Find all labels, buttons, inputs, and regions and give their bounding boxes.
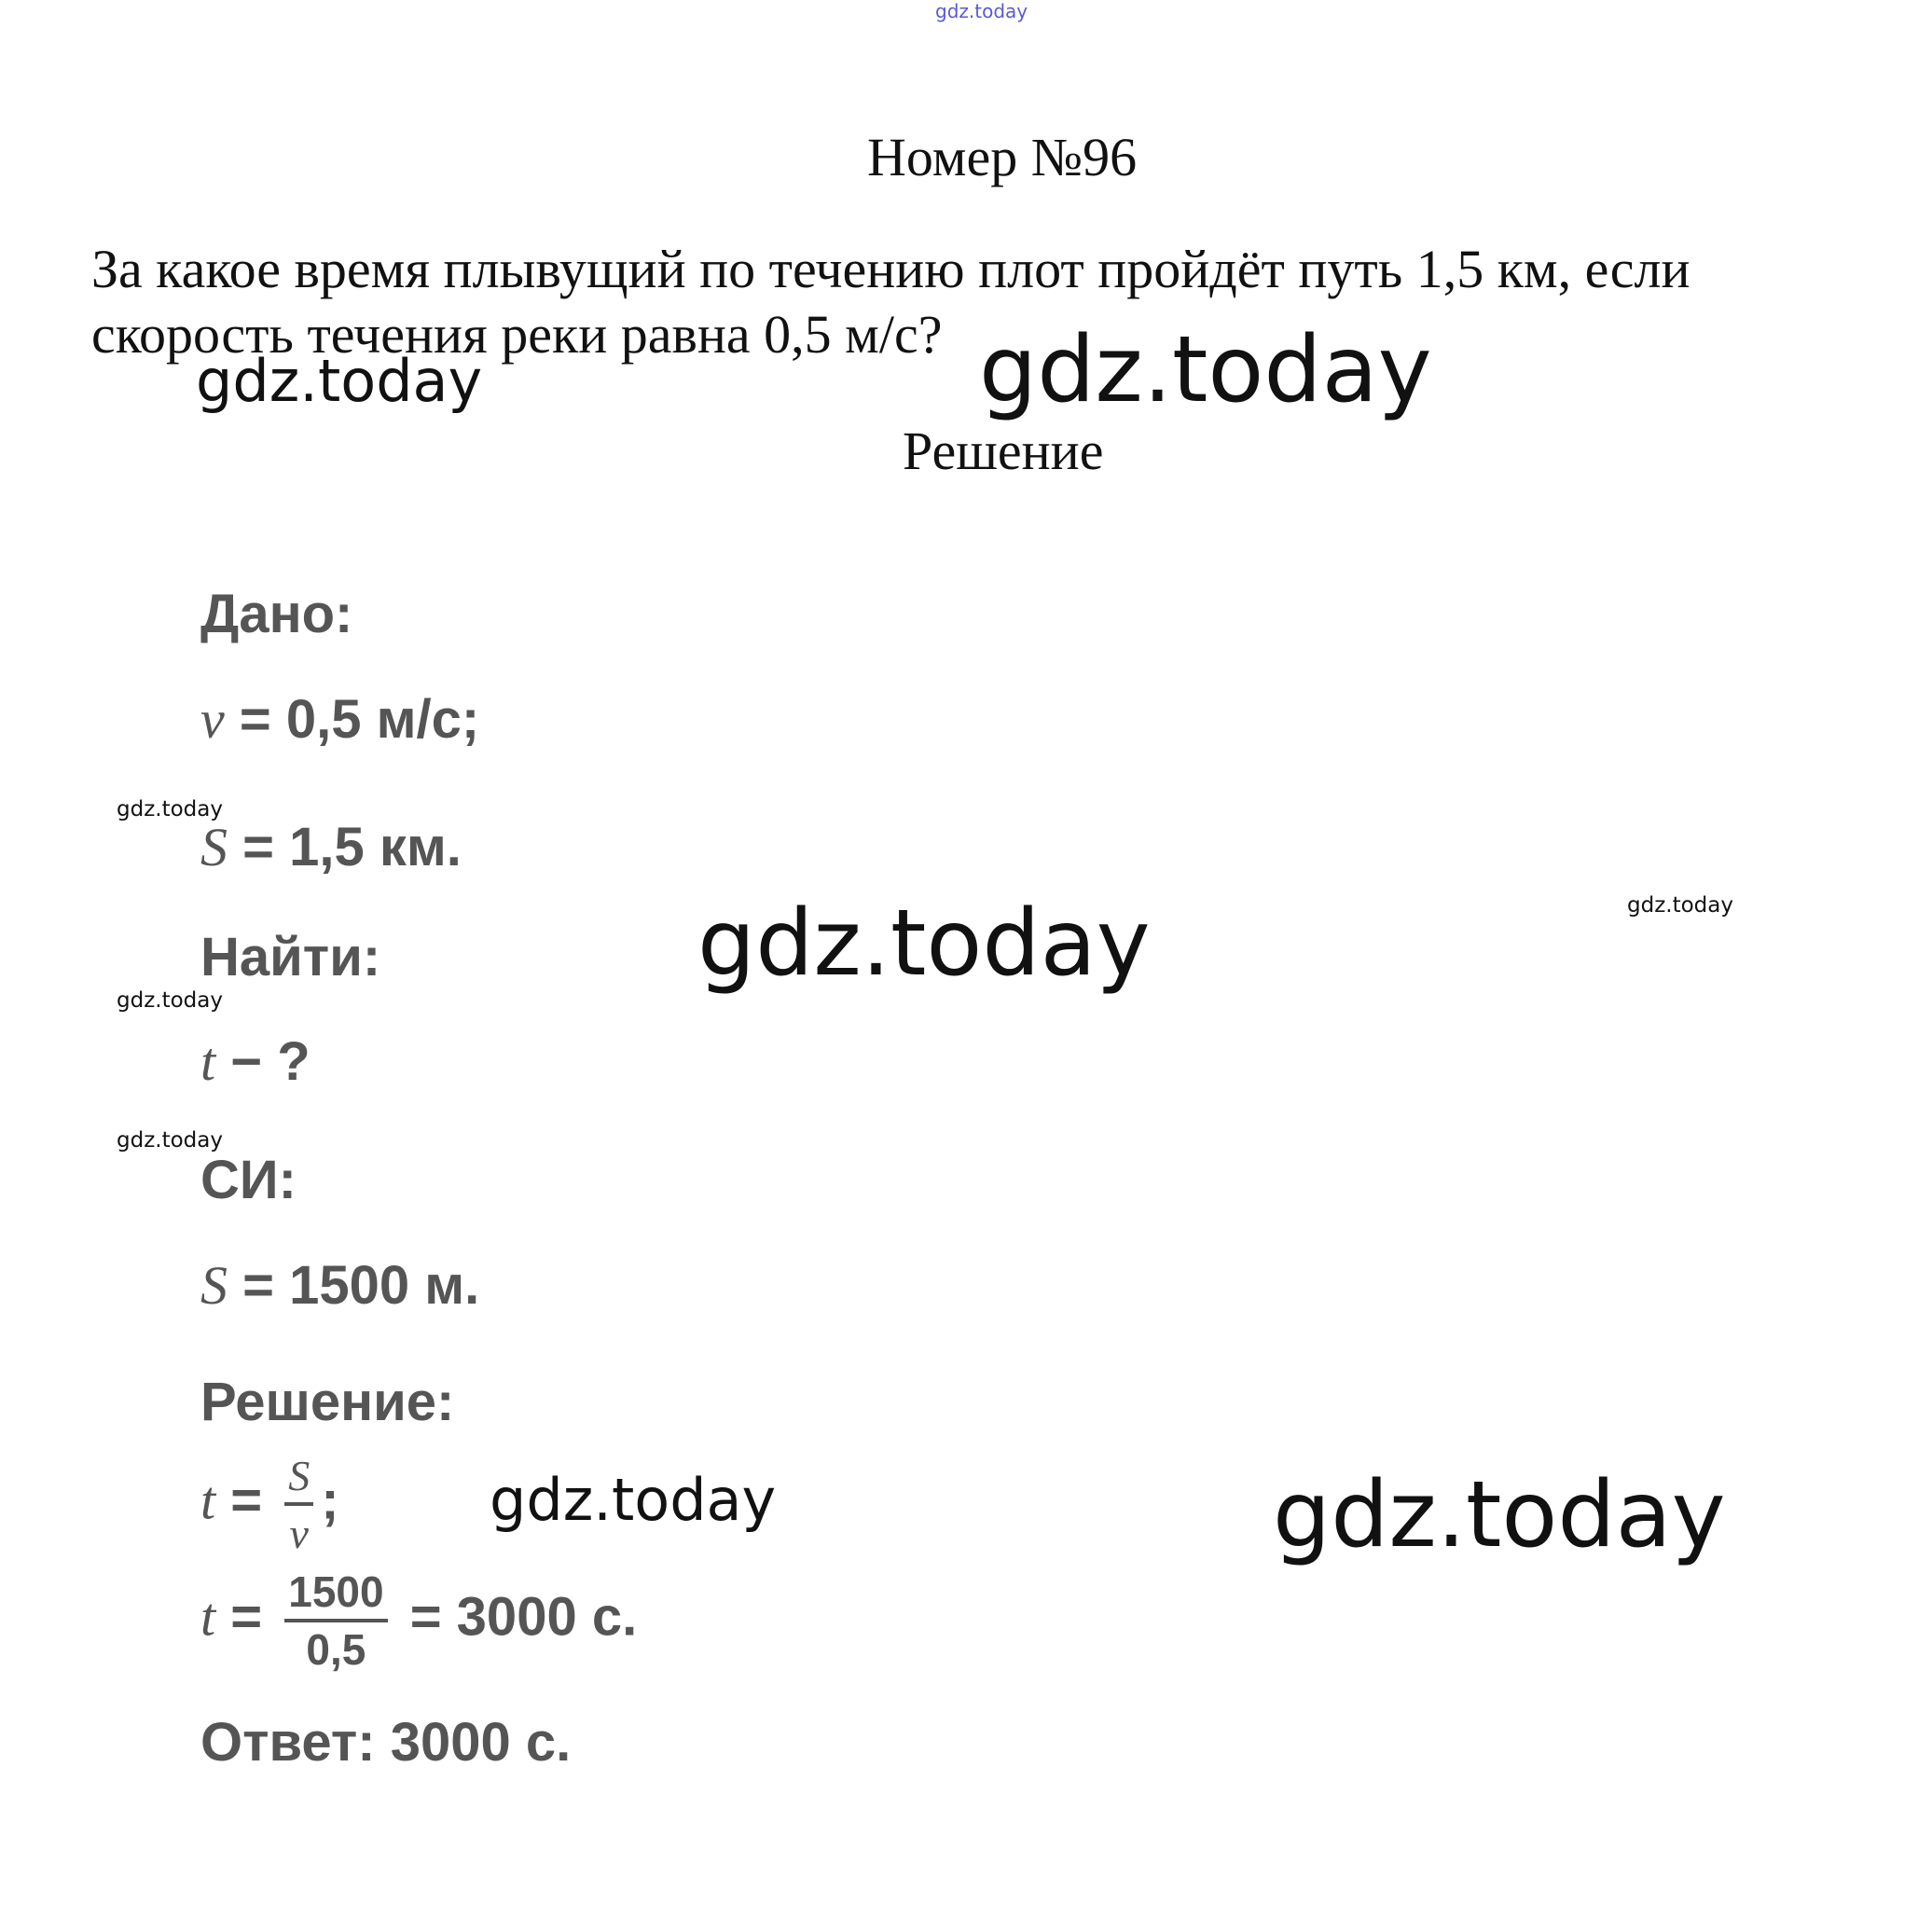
formula-1-var: t xyxy=(200,1470,216,1531)
si-label: СИ: xyxy=(200,1150,297,1210)
watermark-7: gdz.today xyxy=(117,1128,223,1153)
formula-1-numerator: S xyxy=(288,1452,310,1499)
watermark-1: gdz.today xyxy=(196,347,483,415)
formula-1-end: ; xyxy=(321,1470,339,1531)
watermark-3: gdz.today xyxy=(117,797,223,821)
formula-2-denominator: 0,5 xyxy=(306,1625,366,1674)
given-velocity xyxy=(200,688,479,751)
answer: Ответ: 3000 с. xyxy=(200,1712,572,1773)
formula-1 xyxy=(200,1450,339,1558)
time-symbol: t xyxy=(200,1031,216,1092)
watermark-6: gdz.today xyxy=(117,988,223,1013)
si-distance-symbol: S xyxy=(200,1255,228,1316)
formula-2-var: t xyxy=(200,1586,216,1648)
problem-line-1: За какое время плывущий по течению плот пройдёт путь 1,5 км, если xyxy=(91,239,1690,299)
solution-label: Решение: xyxy=(200,1372,455,1432)
formula-2-result: = 3000 с. xyxy=(394,1586,638,1648)
formula-2-numerator: 1500 xyxy=(284,1567,387,1622)
si-distance-value: = 1500 м. xyxy=(228,1255,480,1316)
velocity-symbol: v xyxy=(200,689,225,750)
formula-1-denominator: v xyxy=(289,1510,309,1557)
problem-line-2: скорость течения реки равна 0,5 м/с? xyxy=(91,304,943,365)
formula-2-eq: = xyxy=(215,1586,278,1648)
top-watermark: gdz.today xyxy=(935,0,1028,22)
si-distance xyxy=(200,1254,479,1317)
watermark-4: gdz.today xyxy=(697,890,1151,997)
find-label: Найти: xyxy=(200,927,381,987)
watermark-8: gdz.today xyxy=(490,1466,777,1534)
distance-value: = 1,5 км. xyxy=(228,817,462,877)
find-time-value: − ? xyxy=(215,1031,310,1092)
distance-symbol: S xyxy=(200,817,228,877)
watermark-5: gdz.today xyxy=(1627,893,1733,918)
watermark-2: gdz.today xyxy=(979,317,1432,423)
given-label: Дано: xyxy=(200,584,353,644)
formula-1-fraction xyxy=(284,1450,313,1558)
page-title: Номер №96 xyxy=(867,127,1138,187)
velocity-value: = 0,5 м/с; xyxy=(224,689,480,750)
formula-1-eq: = xyxy=(215,1470,278,1531)
given-distance xyxy=(200,816,462,878)
solution-heading: Решение xyxy=(903,421,1104,481)
formula-2 xyxy=(200,1567,637,1675)
formula-2-fraction xyxy=(284,1567,387,1675)
find-time xyxy=(200,1030,310,1093)
watermark-9: gdz.today xyxy=(1273,1462,1726,1568)
